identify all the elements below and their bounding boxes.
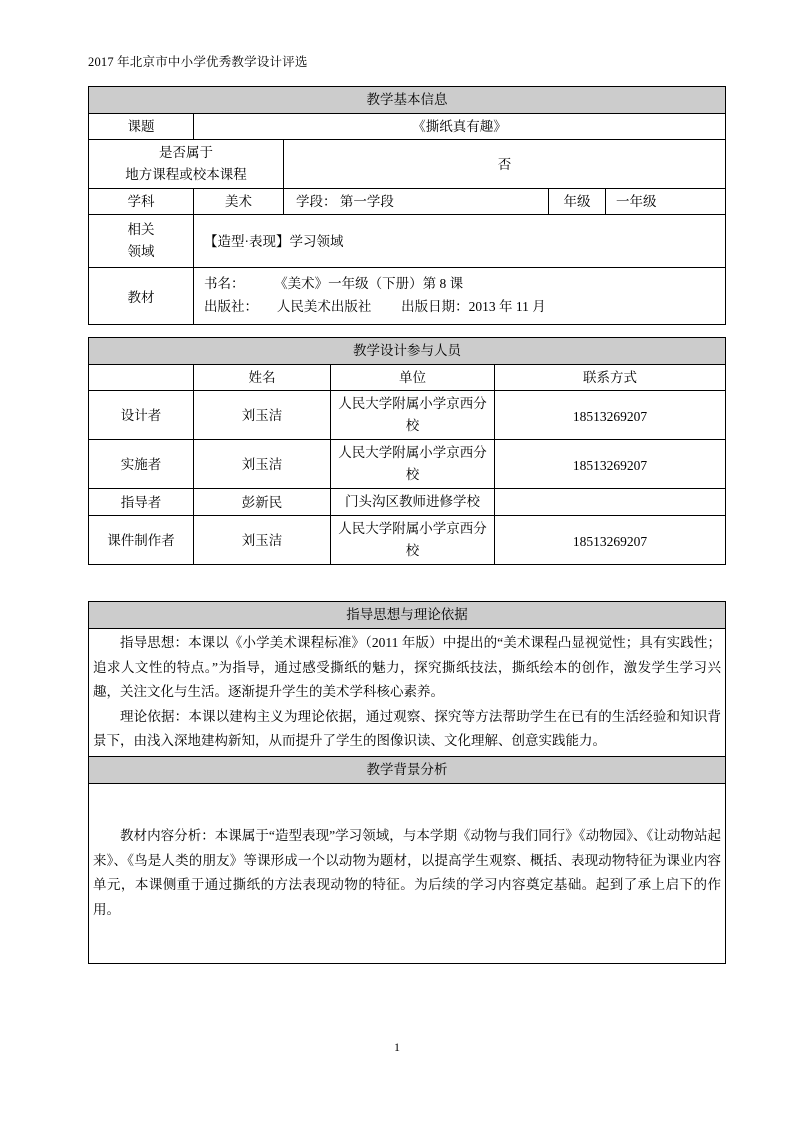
participant-unit: 人民大学附属小学京西分校 [331, 516, 495, 565]
participant-unit: 人民大学附属小学京西分校 [331, 440, 495, 489]
related-field-label-line1: 相关 [127, 222, 155, 237]
document-header-line: 2017 年北京市中小学优秀教学设计评选 [88, 55, 308, 69]
subject-label: 学科 [89, 189, 194, 215]
publish-date-key: 出版日期： [401, 299, 469, 314]
participant-contact: 18513269207 [495, 391, 726, 440]
participant-role: 指导者 [89, 489, 194, 516]
stage-value: 学段： 第一学段 [284, 189, 549, 215]
background-analysis-paragraph-1: 教材内容分析：本课属于“造型表现”学习领域，与本学期《动物与我们同行》《动物园》、《让动物站起来》、《鸟是人类的朋友》等课形成一个以动物为题材，以提高学生观察、概括、表现动物特征为课业内容单元，本课侧重于通过撕纸的方法表现动物的特征。为后续的学习内容奠定基础。起到了承上启下的作用。 [93, 828, 721, 917]
participants-title: 教学设计参与人员 [89, 338, 726, 365]
background-analysis-title: 教学背景分析 [89, 756, 726, 783]
table-row [89, 783, 726, 963]
grade-value: 一年级 [606, 189, 726, 215]
table-row [89, 140, 726, 189]
participant-unit: 门头沟区教师进修学校 [331, 489, 495, 516]
participant-contact: 18513269207 [495, 516, 726, 565]
guiding-ideology-body [89, 629, 726, 757]
table-row [89, 268, 726, 325]
table-row [89, 602, 726, 629]
table-row [89, 114, 726, 140]
related-field-label [89, 215, 194, 268]
col-header-contact: 联系方式 [495, 365, 726, 391]
related-field-label-line2: 领域 [127, 244, 155, 259]
analysis-table [88, 601, 726, 964]
participants-table [88, 337, 726, 565]
participant-contact [495, 489, 726, 516]
publisher-value: 人民美术出版社 [276, 299, 372, 314]
col-header-role [89, 365, 194, 391]
textbook-name-key: 书名： [204, 276, 245, 291]
participant-contact: 18513269207 [495, 440, 726, 489]
grade-label: 年级 [549, 189, 606, 215]
topic-label: 课题 [89, 114, 194, 140]
table-row [89, 215, 726, 268]
table-header-row [89, 365, 726, 391]
guiding-ideology-paragraph-1: 指导思想：本课以《小学美术课程标准》（2011 年版）中提出的“美术课程凸显视觉性；具有实践性；追求人文性的特点。”为指导，通过感受撕纸的魅力，探究撕纸技法，撕纸绘本的创作，激发学生学习兴趣，关注文化与生活。逐渐提升学生的美术学科核心素养。 [93, 635, 721, 699]
col-header-unit: 单位 [331, 365, 495, 391]
table-row [89, 189, 726, 215]
participant-role: 设计者 [89, 391, 194, 440]
table-row [89, 87, 726, 114]
local-course-label [89, 140, 284, 189]
participant-role: 实施者 [89, 440, 194, 489]
participant-unit: 人民大学附属小学京西分校 [331, 391, 495, 440]
textbook-name-line [204, 272, 721, 295]
table-row [89, 516, 726, 565]
table-row [89, 756, 726, 783]
participant-name: 彭新民 [194, 489, 331, 516]
guiding-ideology-title: 指导思想与理论依据 [89, 602, 726, 629]
page-number: 1 [394, 1040, 400, 1054]
table-row [89, 391, 726, 440]
col-header-name: 姓名 [194, 365, 331, 391]
guiding-ideology-paragraph-2: 理论依据：本课以建构主义为理论依据，通过观察、探究等方法帮助学生在已有的生活经验和知识背景下，由浅入深地建构新知，从而提升了学生的图像识读、文化理解、创意实践能力。 [93, 708, 721, 748]
topic-value: 《撕纸真有趣》 [194, 114, 726, 140]
textbook-name-value: 《美术》一年级（下册）第 8 课 [274, 276, 464, 291]
table-row [89, 338, 726, 365]
basic-info-table [88, 86, 726, 325]
publisher-key: 出版社： [204, 299, 258, 314]
local-course-label-line2: 地方课程或校本课程 [125, 167, 247, 182]
related-field-value: 【造型·表现】学习领域 [194, 215, 726, 268]
publish-date-value: 2013 年 11 月 [468, 299, 546, 314]
basic-info-title: 教学基本信息 [89, 87, 726, 114]
local-course-label-line1: 是否属于 [159, 145, 213, 160]
participant-name: 刘玉洁 [194, 440, 331, 489]
table-row [89, 629, 726, 757]
subject-value: 美术 [194, 189, 284, 215]
table-row [89, 440, 726, 489]
participant-role: 课件制作者 [89, 516, 194, 565]
participant-name: 刘玉洁 [194, 516, 331, 565]
textbook-publisher-line [204, 295, 721, 318]
participant-name: 刘玉洁 [194, 391, 331, 440]
local-course-value: 否 [284, 140, 726, 189]
table-row [89, 489, 726, 516]
textbook-value [194, 268, 726, 325]
textbook-label: 教材 [89, 268, 194, 325]
background-analysis-body [89, 783, 726, 963]
